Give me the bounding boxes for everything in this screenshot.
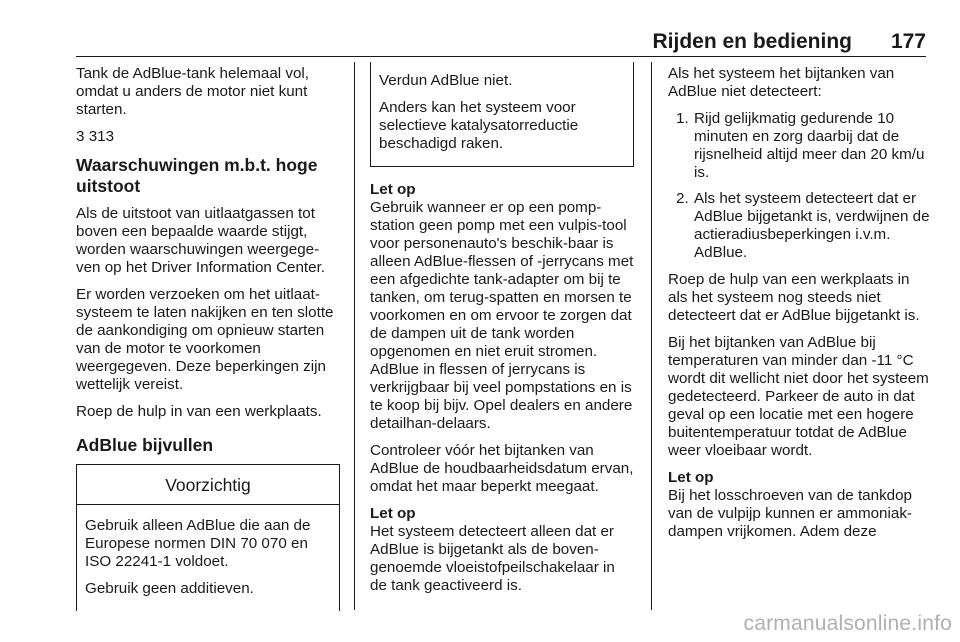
paragraph-workshop: Roep de hulp in van een werkplaats. xyxy=(76,403,322,420)
caution-paragraph-dilute: Verdun AdBlue niet. xyxy=(379,72,513,89)
paragraph-emission-rise: Als de uitstoot van uitlaatgassen tot boven een bepaalde waarde stijgt, worden waarschuwingen weergege-ven op het Driver Information Center. xyxy=(76,205,326,276)
caution-box xyxy=(76,464,340,611)
step-number: 1. xyxy=(676,110,689,127)
paragraph-low-temperature: Bij het bijtanken van AdBlue bij temperaturen van minder dan -11 °C wordt dit wellicht niet door het systeem gedetecteerd. Parkeer de auto in dat geval op een locatie met een hogere buitentemperatuur totdat de AdBlue weer vloeibaar wordt. xyxy=(668,334,929,459)
note-label-3: Let op xyxy=(668,469,714,486)
caution-body xyxy=(77,505,339,611)
paragraph-restrictions: Er worden verzoeken om het uitlaat-systeem te laten nakijken en ten slotte de aankondiging om opnieuw starten van de motor te voorkomen weergegeven. Deze beperkingen zijn wettelijk vereist. xyxy=(76,286,334,393)
paragraph-not-detected: Als het systeem het bijtanken van AdBlue niet detecteert: xyxy=(668,65,895,100)
column-3 xyxy=(668,65,930,550)
heading-emission-warnings: Waarschuwingen m.b.t. hoge uitstoot xyxy=(76,155,318,196)
list-item xyxy=(668,110,930,182)
caution-paragraph-damage: Anders kan het systeem voor selectieve katalysatorreductie beschadigd raken. xyxy=(379,99,579,152)
step-text: Als het systeem detecteert dat er AdBlue bijgetankt is, verdwijnen de actieradiusbeperkingen i.v.m. AdBlue. xyxy=(694,190,930,261)
note-text-1: Gebruik wanneer er op een pomp-station geen pomp met een vulpis-tool voor personenauto's beschik-baar is alleen AdBlue-flessen of -jerrycans met een afgedichte tank-adapter om bij te tanken, om terug-spatten en morsen te voorkomen en om ervoor te zorgen dat de dampen uit de tank worden opgenomen en niet eruit stromen. AdBlue in flessen of jerrycans is verkrijgbaar bij veel pompstations en is te koop bij bijv. Opel dealers en andere detailhan-delaars. xyxy=(370,199,634,432)
note-label-1: Let op xyxy=(370,181,416,198)
page-number: 177 xyxy=(890,30,926,53)
heading-adblue-refill: AdBlue bijvullen xyxy=(76,435,214,455)
caution-box-continued xyxy=(370,62,634,167)
note-text-2: Het systeem detecteert alleen dat er AdBlue is bijgetankt als de boven-genoemde vloeistofpeilschakelaar in de tank geactiveerd is. xyxy=(370,523,615,594)
reference-arrow-icon: 3 xyxy=(76,128,85,145)
caution-paragraph-norms: Gebruik alleen AdBlue die aan de Europese normen DIN 70 070 en ISO 22241-1 voldoet. xyxy=(85,517,311,570)
column-divider-2 xyxy=(651,62,652,610)
column-divider-1 xyxy=(354,62,355,610)
column-2 xyxy=(370,65,634,604)
list-item xyxy=(668,190,930,262)
column-1 xyxy=(76,65,340,611)
steps-list xyxy=(668,110,930,262)
reference-page: 313 xyxy=(88,128,115,145)
cross-reference[interactable] xyxy=(76,128,340,146)
caution-paragraph-additives: Gebruik geen additieven. xyxy=(85,580,254,597)
caution-title: Voorzichtig xyxy=(77,465,339,505)
page-header xyxy=(76,26,926,57)
watermark: carmanualsonline.info xyxy=(743,612,952,635)
paragraph-fill-tank: Tank de AdBlue-tank helemaal vol, omdat u anders de motor niet kunt starten. xyxy=(76,65,310,118)
note-text-3: Bij het losschroeven van de tankdop van de vulpijp kunnen er ammoniak-dampen vrijkomen. Adem deze xyxy=(668,487,913,540)
note-label-2: Let op xyxy=(370,505,416,522)
step-text: Rijd gelijkmatig gedurende 10 minuten en zorg daarbij dat de rijsnelheid altijd meer dan 20 km/u is. xyxy=(694,110,925,181)
paragraph-check-date: Controleer vóór het bijtanken van AdBlue de houdbaarheidsdatum ervan, omdat het maar beperkt meegaat. xyxy=(370,442,634,495)
page-title: Rijden en bediening xyxy=(652,30,852,53)
paragraph-workshop-help: Roep de hulp van een werkplaats in als het systeem nog steeds niet detecteert dat er AdBlue bijgetankt is. xyxy=(668,271,920,324)
step-number: 2. xyxy=(676,190,689,207)
